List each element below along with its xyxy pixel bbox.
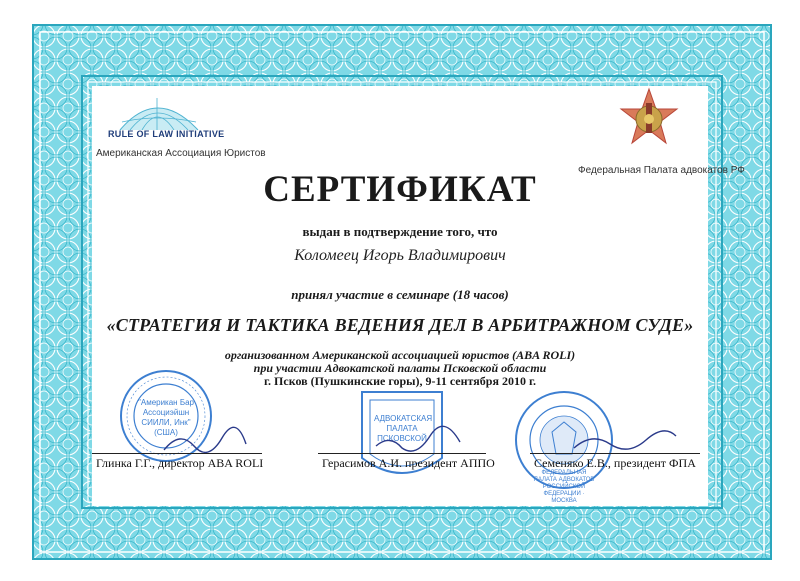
stamp-fpa-text: ФЕДЕРАЛЬНАЯ ПАЛАТА АДВОКАТОВ РОССИЙСКОЙ ФЕДЕРАЦИИ · МОСКВА bbox=[533, 470, 595, 504]
seminar-title: «СТРАТЕГИЯ И ТАКТИКА ВЕДЕНИЯ ДЕЛ В АРБИТРАЖНОМ СУДЕ» bbox=[106, 315, 694, 335]
globe-logo-icon bbox=[112, 92, 202, 132]
place-date-text: г. Псков (Пушкинские горы), 9-11 сентября 2010 г. bbox=[263, 374, 537, 388]
logo-left-caption: Американская Ассоциация Юристов bbox=[96, 148, 266, 159]
co-organizer-text: при участии Адвокатской палаты Псковской области bbox=[253, 361, 547, 375]
stamp-aba-text: "Американ Бар Ассоциэйшн СИИЛИ, Инк" (США) bbox=[138, 398, 194, 437]
signature-scribble-3 bbox=[570, 428, 680, 456]
signature-scribble-2 bbox=[372, 428, 462, 456]
recipient-name: Коломеец Игорь Владимирович bbox=[294, 247, 506, 264]
emblem-medal-icon bbox=[620, 88, 678, 150]
participation-text: принял участие в семинаре (18 часов) bbox=[291, 287, 509, 302]
signature-scribble-1 bbox=[160, 428, 250, 456]
signature-name-3: Семеняко Е.В., президент ФПА bbox=[534, 456, 696, 470]
stamp-appo-text: АДВОКАТСКАЯ ПАЛАТА ПСКОВСКОЙ bbox=[374, 414, 433, 443]
signature-name-2: Герасимов А.И. президент АППО bbox=[322, 456, 495, 470]
organizer-text: организованном Американской ассоциацией юристов (ABA ROLI) bbox=[224, 348, 576, 362]
certificate-title: СЕРТИФИКАТ bbox=[263, 169, 537, 210]
logo-right-caption: Федеральная Палата адвокатов РФ bbox=[578, 165, 745, 176]
signature-name-1: Глинка Г.Г., директор ABA ROLI bbox=[96, 456, 264, 470]
logo-org-name: RULE OF LAW INITIATIVE bbox=[108, 129, 225, 139]
certificate-subtitle: выдан в подтверждение того, что bbox=[302, 224, 498, 239]
